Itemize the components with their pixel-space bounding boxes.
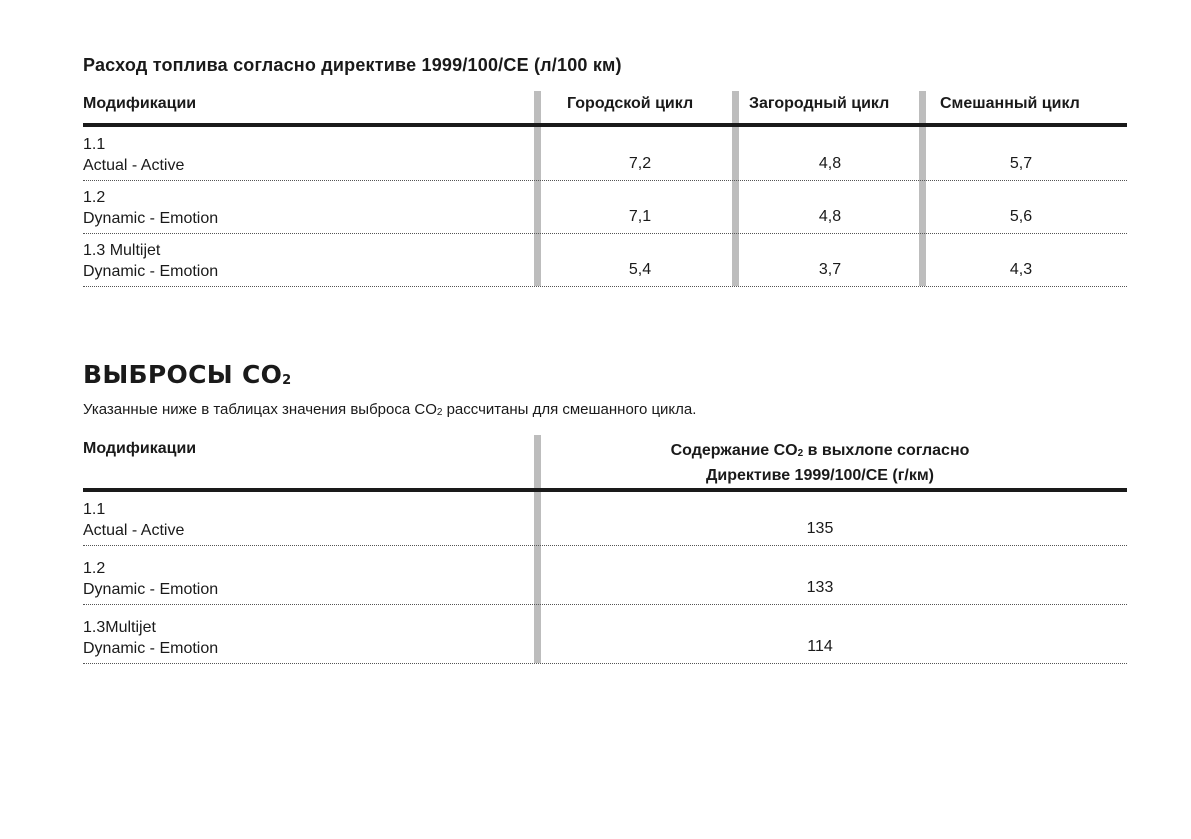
model-line: Dynamic - Emotion — [83, 263, 219, 280]
column-divider — [732, 91, 739, 286]
table-row-model — [83, 617, 218, 659]
fuel-header-model: Модификации — [83, 95, 197, 112]
row-separator — [83, 663, 1127, 664]
table-row-model — [83, 499, 184, 541]
extra-urban-value: 4,8 — [818, 208, 842, 225]
fuel-header-extra-urban: Загородный цикл — [749, 95, 890, 112]
co2-value: 114 — [807, 638, 833, 655]
model-line: Dynamic - Emotion — [83, 640, 219, 657]
model-line: 1.2 — [83, 189, 106, 206]
model-line: 1.1 — [83, 136, 106, 153]
row-separator — [83, 180, 1127, 181]
table-row-model — [83, 240, 218, 282]
column-divider — [534, 91, 541, 286]
fuel-header-urban: Городской цикл — [567, 95, 694, 112]
model-line: Actual - Active — [83, 522, 185, 539]
combined-value: 5,6 — [1009, 208, 1033, 225]
fuel-header-rule — [83, 123, 1127, 127]
extra-urban-value: 3,7 — [818, 261, 842, 278]
table-row-model — [83, 558, 218, 600]
column-divider — [919, 91, 926, 286]
co2-header-model: Модификации — [83, 440, 197, 457]
combined-value: 5,7 — [1009, 155, 1033, 172]
co2-header-value: Содержание $CO_2$ в выхлопе согласно Директиве 1999/100/CE (г/км) — [670, 442, 970, 484]
co2-value: 133 — [806, 579, 834, 596]
fuel-table-title: Расход топлива согласно директиве 1999/100/CE (л/100 км) — [83, 55, 622, 75]
co2-section-title: ВЫБРОСЫ $CO_2$ — [83, 360, 292, 389]
table-row-model — [83, 134, 184, 176]
fuel-header-combined: Смешанный цикл — [940, 95, 1080, 112]
model-line: 1.3Multijet — [83, 619, 156, 636]
extra-urban-value: 4,8 — [818, 155, 842, 172]
model-line: 1.1 — [83, 501, 106, 518]
co2-header-rule — [83, 488, 1127, 492]
row-separator — [83, 286, 1127, 287]
row-separator — [83, 545, 1127, 546]
table-row-model — [83, 187, 218, 229]
model-line: Dynamic - Emotion — [83, 581, 219, 598]
model-line: Dynamic - Emotion — [83, 210, 219, 227]
urban-value: 5,4 — [628, 261, 652, 278]
row-separator — [83, 233, 1127, 234]
model-line: Actual - Active — [83, 157, 185, 174]
co2-value: 135 — [806, 520, 834, 537]
urban-value: 7,2 — [628, 155, 652, 172]
model-line: 1.2 — [83, 560, 106, 577]
combined-value: 4,3 — [1009, 261, 1033, 278]
row-separator — [83, 604, 1127, 605]
urban-value: 7,1 — [628, 208, 652, 225]
column-divider — [534, 435, 541, 663]
co2-note: Указанные ниже в таблицах значения выброса $CO_2$ рассчитаны для смешанного цикла. — [83, 401, 697, 418]
model-line: 1.3 Multijet — [83, 242, 161, 259]
